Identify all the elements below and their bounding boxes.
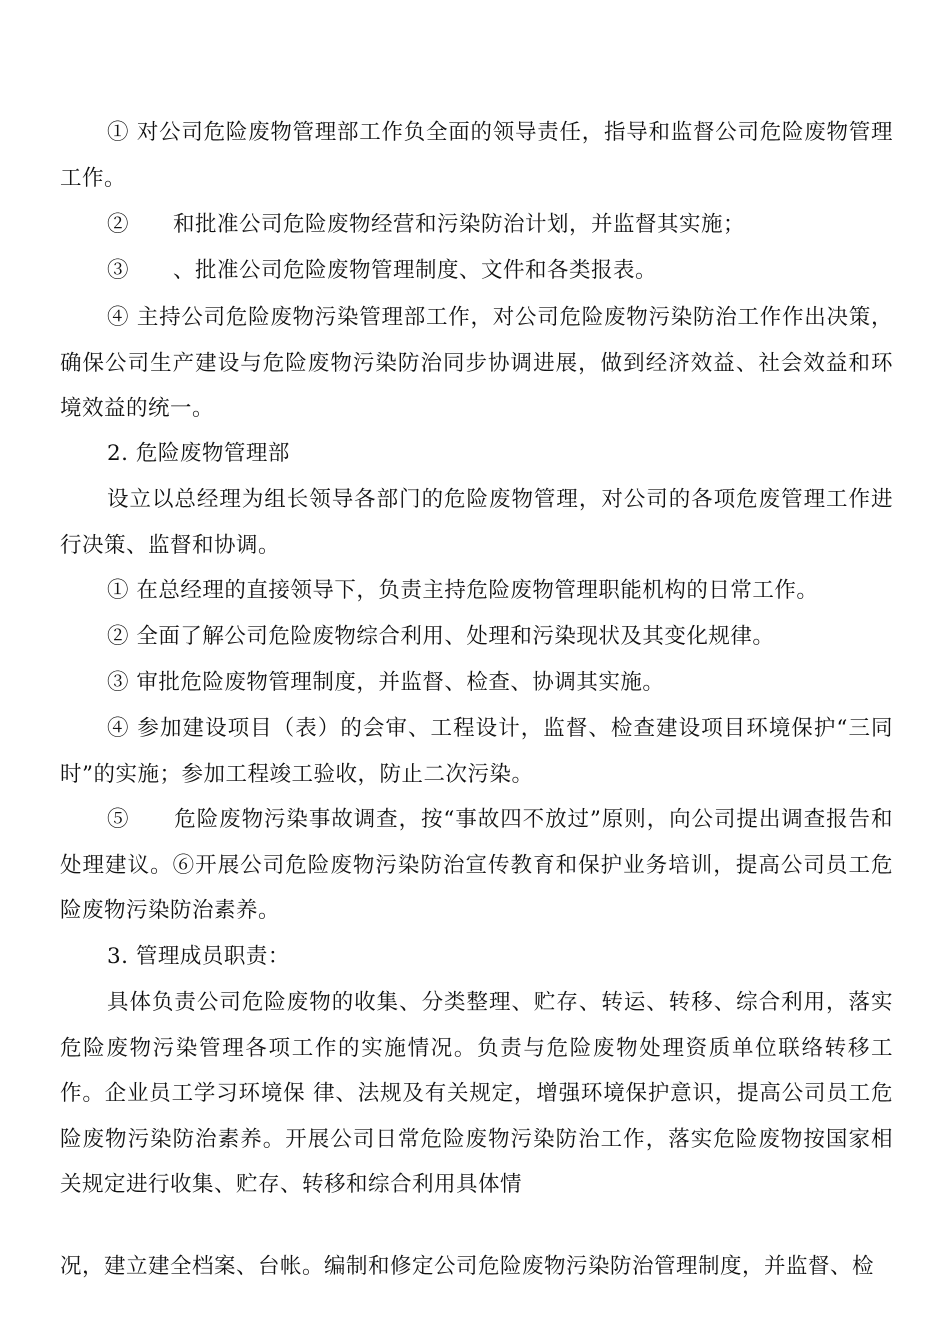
- paragraph-11: 具体负责公司危险废物的收集、分类整理、贮存、转运、转移、综合利用，落实危险废物污染管理各项工作的实施情况。负责与危险废物处理资质单位联络转移工作。企业员工学习环境保 律、法规及有关规定，增强环境保护意识，提高公司员工危险废物污染防治素养。开展公司日常危险废物污染防治工作，落实危险废物按国家相关规定进行收集、贮存、转移和综合利用具体情: [60, 990, 893, 1197]
- paragraph-4: ④ 主持公司危险废物污染管理部工作，对公司危险废物污染防治工作作出决策，确保公司生产建设与危险废物污染防治同步协调进展，做到经济效益、社会效益和环境效益的统一。: [60, 305, 893, 421]
- paragraph-2: ② 和批准公司危险废物经营和污染防治计划，并监督其实施；: [107, 212, 746, 237]
- paragraph-12: 况，建立建全档案、台帐。编制和修定公司危险废物污染防治管理制度，并监督、检: [60, 1254, 875, 1279]
- paragraph-10: ⑤ 危险废物污染事故调查，按“事故四不放过”原则，向公司提出调查报告和处理建议。⑥开展公司危险废物污染防治宣传教育和保护业务培训，提高公司员工危险废物污染防治素养。: [60, 807, 893, 923]
- paragraph-7: ② 全面了解公司危险废物综合利用、处理和污染现状及其变化规律。: [107, 624, 775, 649]
- paragraph-9: ④ 参加建设项目（表）的会审、工程设计，监督、检查建设项目环境保护“三同时”的实施；参加工程竣工验收，防止二次污染。: [60, 716, 893, 787]
- section-heading-3: 3. 管理成员职责：: [107, 944, 290, 969]
- paragraph-3: ③ 、批准公司危险废物管理制度、文件和各类报表。: [107, 258, 658, 283]
- paragraph-1: ① 对公司危险废物管理部工作负全面的领导责任，指导和监督公司危险废物管理工作。: [60, 120, 893, 191]
- section-heading-2: 2. 危险废物管理部: [107, 441, 290, 466]
- paragraph-8: ③ 审批危险废物管理制度，并监督、检查、协调其实施。: [107, 670, 665, 695]
- paragraph-5: 设立以总经理为组长领导各部门的危险废物管理，对公司的各项危废管理工作进行决策、监督和协调。: [60, 487, 893, 558]
- paragraph-6: ① 在总经理的直接领导下，负责主持危险废物管理职能机构的日常工作。: [107, 578, 819, 603]
